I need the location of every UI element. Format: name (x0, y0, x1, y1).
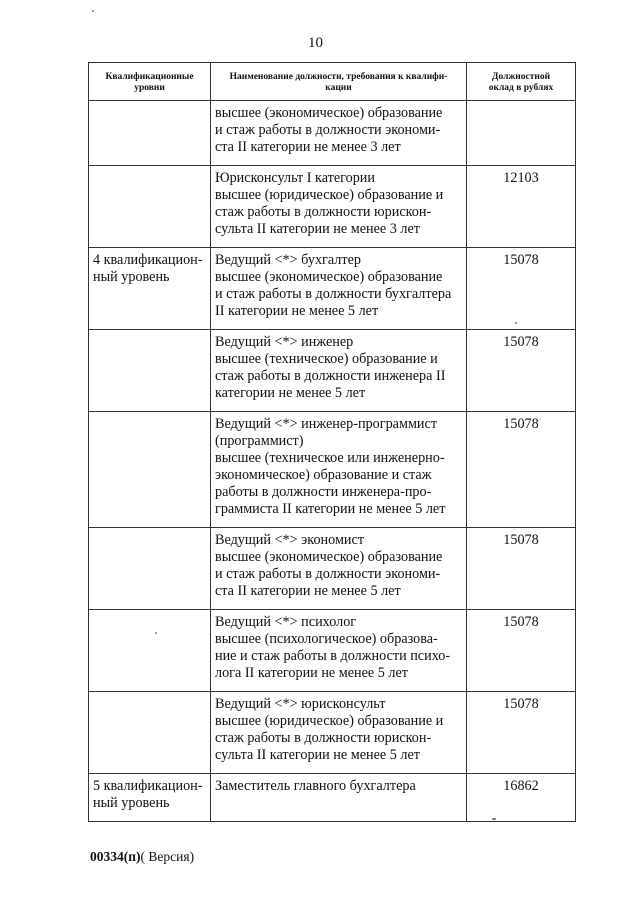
header-level: Квалификационные уровни (89, 63, 211, 101)
cell-salary: 15078 (467, 610, 576, 692)
table-row (89, 101, 576, 166)
requirement-text: Заместитель главного бухгалтера (215, 778, 416, 794)
table-row (89, 412, 576, 528)
cell-level (89, 610, 211, 692)
level-text: 4 квалификацион- (93, 252, 203, 268)
scan-speck (92, 10, 94, 12)
table-row (89, 528, 576, 610)
header-requirements: Наименование должности, требования к квалифи- кации (211, 63, 467, 101)
cell-level (89, 528, 211, 610)
requirement-text: граммиста II категории не менее 5 лет (215, 501, 446, 517)
level-text: ный уровень (93, 269, 170, 285)
requirement-text: Ведущий <*> бухгалтер (215, 252, 361, 268)
table-header-row (89, 63, 576, 101)
requirement-text: высшее (техническое) образование и (215, 351, 438, 367)
level-text: ный уровень (93, 795, 170, 811)
requirement-text: и стаж работы в должности экономи- (215, 566, 441, 582)
cell-level (89, 330, 211, 412)
scan-speck (155, 632, 157, 634)
requirement-text: высшее (техническое или инженерно- (215, 450, 445, 466)
requirement-text: сульта II категории не менее 5 лет (215, 747, 420, 763)
qualification-table (88, 62, 576, 822)
cell-level (89, 774, 211, 822)
document-code (90, 849, 194, 865)
requirement-text: высшее (экономическое) образование (215, 105, 443, 121)
table-row (89, 166, 576, 248)
scan-speck (492, 818, 496, 820)
cell-salary: 16862 (467, 774, 576, 822)
table-row (89, 610, 576, 692)
cell-level (89, 166, 211, 248)
cell-requirements (211, 774, 467, 822)
requirement-text: категории не менее 5 лет (215, 385, 366, 401)
requirement-text: Ведущий <*> инженер-программист (215, 416, 438, 432)
requirement-text: высшее (экономическое) образование (215, 269, 443, 285)
requirement-text: высшее (юридическое) образование и (215, 713, 444, 729)
requirement-text: работы в должности инженера-про- (215, 484, 432, 500)
requirement-text: Ведущий <*> экономист (215, 532, 365, 548)
requirement-text: стаж работы в должности юрискон- (215, 204, 432, 220)
cell-requirements (211, 330, 467, 412)
scan-speck (515, 322, 517, 324)
cell-salary: 12103 (467, 166, 576, 248)
table-row (89, 248, 576, 330)
cell-level (89, 692, 211, 774)
cell-level (89, 412, 211, 528)
requirement-text: Ведущий <*> юрисконсульт (215, 696, 386, 712)
requirement-text: стаж работы в должности юрискон- (215, 730, 432, 746)
requirement-text: стаж работы в должности инженера II (215, 368, 446, 384)
cell-salary: 15078 (467, 412, 576, 528)
requirement-text: (программист) (215, 433, 304, 449)
cell-requirements (211, 528, 467, 610)
level-text: 5 квалификацион- (93, 778, 203, 794)
cell-salary: 15078 (467, 248, 576, 330)
cell-requirements (211, 101, 467, 166)
cell-requirements (211, 692, 467, 774)
table-row (89, 774, 576, 822)
page-number: 10 (308, 35, 323, 51)
requirement-text: ста II категории не менее 3 лет (215, 139, 401, 155)
requirement-text: высшее (психологическое) образова- (215, 631, 438, 647)
requirement-text: сульта II категории не менее 3 лет (215, 221, 420, 237)
header-salary: Должностной оклад в рублях (467, 63, 576, 101)
requirement-text: Юрисконсульт I категории (215, 170, 375, 186)
requirement-text: Ведущий <*> психолог (215, 614, 357, 630)
table-body (89, 101, 576, 822)
cell-level (89, 101, 211, 166)
cell-requirements (211, 412, 467, 528)
requirement-text: Ведущий <*> инженер (215, 334, 354, 350)
cell-requirements (211, 248, 467, 330)
requirement-text: ние и стаж работы в должности психо- (215, 648, 451, 664)
cell-salary: 15078 (467, 692, 576, 774)
cell-requirements (211, 610, 467, 692)
cell-requirements (211, 166, 467, 248)
cell-salary: 15078 (467, 330, 576, 412)
table-row (89, 330, 576, 412)
cell-salary (467, 101, 576, 166)
requirement-text: II категории не менее 5 лет (215, 303, 379, 319)
cell-salary: 15078 (467, 528, 576, 610)
requirement-text: высшее (юридическое) образование и (215, 187, 444, 203)
requirement-text: высшее (экономическое) образование (215, 549, 443, 565)
cell-level (89, 248, 211, 330)
requirement-text: и стаж работы в должности экономи- (215, 122, 441, 138)
requirement-text: экономическое) образование и стаж (215, 467, 432, 483)
requirement-text: и стаж работы в должности бухгалтера (215, 286, 452, 302)
table-row (89, 692, 576, 774)
requirement-text: ста II категории не менее 5 лет (215, 583, 401, 599)
requirement-text: лога II категории не менее 5 лет (215, 665, 408, 681)
doc-version: ( Версия) (140, 849, 195, 864)
doc-code-number: 00334(п) (90, 849, 141, 864)
